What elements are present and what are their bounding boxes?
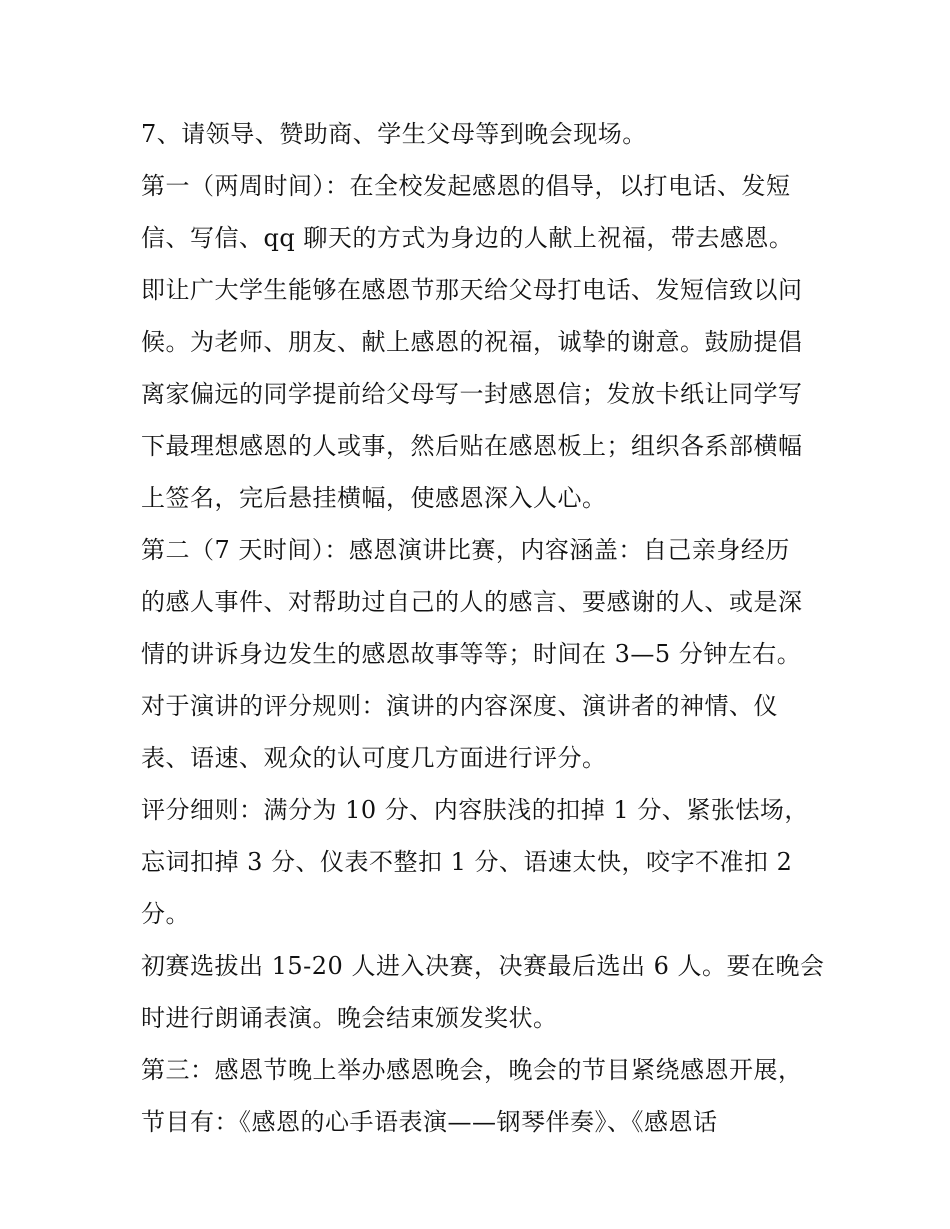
- text-line: 第三：感恩节晚上举办感恩晚会，晚会的节目紧绕感恩开展，: [141, 1056, 803, 1084]
- text-line: 上签名，完后悬挂横幅，使感恩深入人心。: [141, 484, 607, 512]
- text-line: 对于演讲的评分规则：演讲的内容深度、演讲者的神情、仪: [141, 692, 778, 720]
- document-body: [141, 108, 825, 1148]
- text-line: 初赛选拔出 15-20 人进入决赛，决赛最后选出 6 人。要在晚会: [141, 952, 825, 980]
- text-line: 第二（7 天时间）：感恩演讲比赛，内容涵盖：自己亲身经历: [141, 536, 790, 564]
- text-line: 第一（两周时间）：在全校发起感恩的倡导，以打电话、发短: [141, 172, 791, 200]
- text-line: 忘词扣掉 3 分、仪表不整扣 1 分、语速太快，咬字不准扣 2: [141, 848, 793, 876]
- text-line: 信、写信、qq 聊天的方式为身边的人献上祝福，带去感恩。: [141, 224, 794, 252]
- text-line: 7、请领导、赞助商、学生父母等到晚会现场。: [141, 120, 647, 148]
- text-line: 候。为老师、朋友、献上感恩的祝福，诚挚的谢意。鼓励提倡: [141, 328, 803, 356]
- text-line: 下最理想感恩的人或事，然后贴在感恩板上；组织各系部横幅: [141, 432, 803, 460]
- text-line: 时进行朗诵表演。晚会结束颁发奖状。: [141, 1004, 558, 1032]
- text-line: 即让广大学生能够在感恩节那天给父母打电话、发短信致以问: [141, 276, 803, 304]
- text-line: 离家偏远的同学提前给父母写一封感恩信；发放卡纸让同学写: [141, 380, 803, 408]
- text-line: 情的讲诉身边发生的感恩故事等等；时间在 3—5 分钟左右。: [141, 640, 802, 668]
- text-line: 评分细则：满分为 10 分、内容肤浅的扣掉 1 分、紧张怯场，: [141, 796, 809, 824]
- text-line: 分。: [141, 900, 190, 928]
- text-line: 表、语速、观众的认可度几方面进行评分。: [141, 744, 607, 772]
- text-line: 的感人事件、对帮助过自己的人的感言、要感谢的人、或是深: [141, 588, 803, 616]
- text-line: 节目有：《感恩的心手语表演——钢琴伴奏》、《感恩话: [141, 1108, 718, 1136]
